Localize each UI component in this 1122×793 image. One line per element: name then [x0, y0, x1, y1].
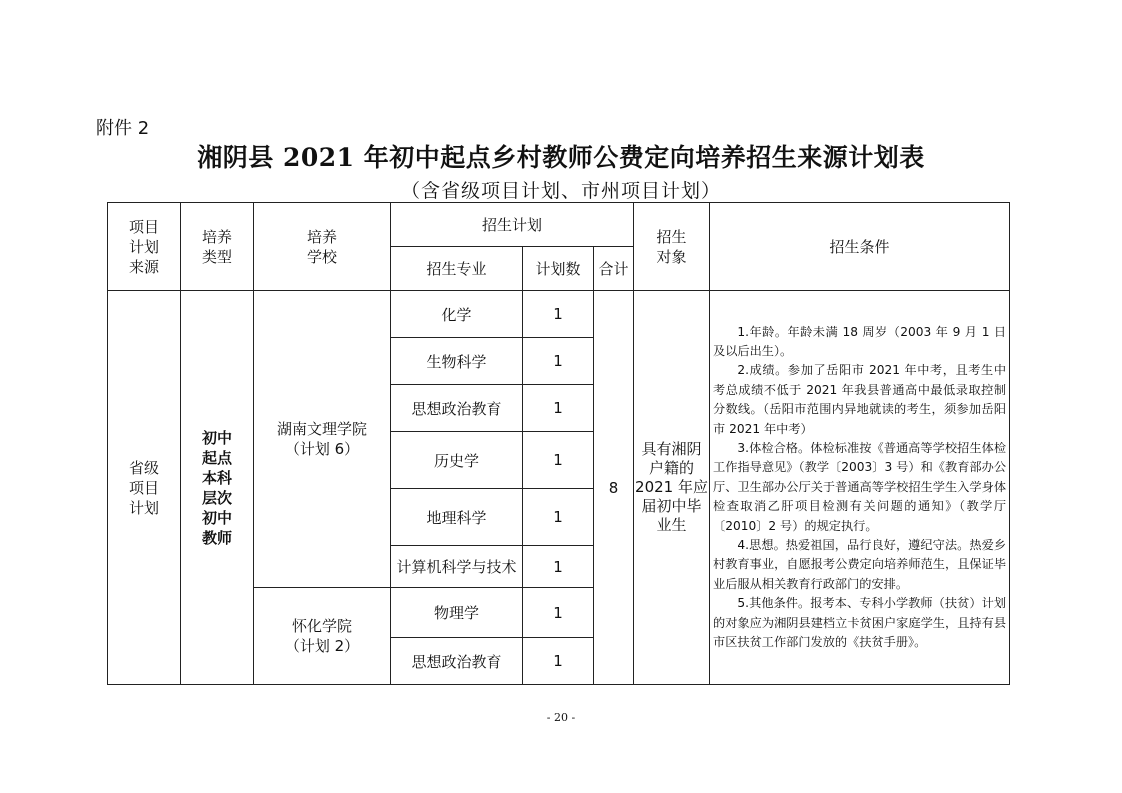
header-total: 合计	[594, 247, 634, 291]
school-plan: （计划 6）	[284, 440, 360, 458]
enrollment-target-cell: 具有湘阴户籍的 2021 年应届初中毕业生	[634, 291, 710, 685]
plan-count-cell: 1	[523, 489, 594, 546]
plan-count-cell: 1	[523, 546, 594, 588]
major-cell: 化学	[391, 291, 523, 338]
school-name: 怀化学院	[291, 617, 352, 635]
major-cell: 思想政治教育	[391, 638, 523, 685]
header-row-1	[108, 203, 1010, 247]
major-cell: 历史学	[391, 432, 523, 489]
header-plan-group: 招生计划	[391, 203, 634, 247]
plan-count-cell: 1	[523, 385, 594, 432]
condition-item: 1.年龄。年龄未满 18 周岁（2003 年 9 月 1 日及以后出生）。	[713, 324, 1007, 358]
header-source: 项目计划来源	[108, 203, 181, 291]
school-cell	[254, 588, 391, 685]
header-conditions: 招生条件	[710, 203, 1010, 291]
enrollment-conditions-cell	[710, 291, 1010, 685]
plan-count-cell: 1	[523, 291, 594, 338]
table-row	[108, 291, 1010, 338]
plan-count-cell: 1	[523, 432, 594, 489]
major-cell: 思想政治教育	[391, 385, 523, 432]
attachment-label: 附件 2	[96, 118, 150, 139]
total-cell: 8	[594, 291, 634, 685]
condition-item: 3.体检合格。体检标准按《普通高等学校招生体检工作指导意见》（教学〔2003〕3 号）和《教育部办公厅、卫生部办公厅关于普通高等学校招生学生入学身体检查取消乙肝项目检测有关问题的通知》（教学厅〔2010〕2 号）的规定执行。	[713, 440, 1007, 533]
plan-count-cell: 1	[523, 338, 594, 385]
header-school: 培养学校	[254, 203, 391, 291]
enrollment-plan-table	[107, 202, 1010, 685]
header-plan-count: 计划数	[523, 247, 594, 291]
school-name: 湖南文理学院	[276, 420, 367, 438]
header-type: 培养类型	[181, 203, 254, 291]
plan-count-cell: 1	[523, 588, 594, 638]
major-cell: 物理学	[391, 588, 523, 638]
document-title: 湘阴县 2021 年初中起点乡村教师公费定向培养招生来源计划表	[197, 143, 925, 172]
page-number: - 20 -	[546, 711, 576, 724]
project-source-cell: 省级项目计划	[108, 291, 181, 685]
major-cell: 地理科学	[391, 489, 523, 546]
plan-count-cell: 1	[523, 638, 594, 685]
school-cell	[254, 291, 391, 588]
header-major: 招生专业	[391, 247, 523, 291]
condition-item: 5.其他条件。报考本、专科小学教师（扶贫）计划的对象应为湘阴县建档立卡贫困户家庭学生，且持有县市区扶贫工作部门发放的《扶贫手册》。	[713, 596, 1007, 650]
major-cell: 计算机科学与技术	[391, 546, 523, 588]
header-target: 招生对象	[634, 203, 710, 291]
document-subtitle: （含省级项目计划、市州项目计划）	[400, 180, 721, 202]
condition-item: 4.思想。热爱祖国，品行良好，遵纪守法。热爱乡村教育事业，自愿报考公费定向培养师范生，且保证毕业后服从相关教育行政部门的安排。	[713, 538, 1007, 591]
school-plan: （计划 2）	[284, 637, 360, 655]
condition-item: 2.成绩。参加了岳阳市 2021 年中考，且考生中考总成绩不低于 2021 年我县普通高中最低录取控制分数线。（岳阳市范围内异地就读的考生，须参加岳阳市 2021 年中考）	[713, 363, 1007, 436]
training-type-cell: 初中起点本科层次初中教师	[181, 291, 254, 685]
major-cell: 生物科学	[391, 338, 523, 385]
